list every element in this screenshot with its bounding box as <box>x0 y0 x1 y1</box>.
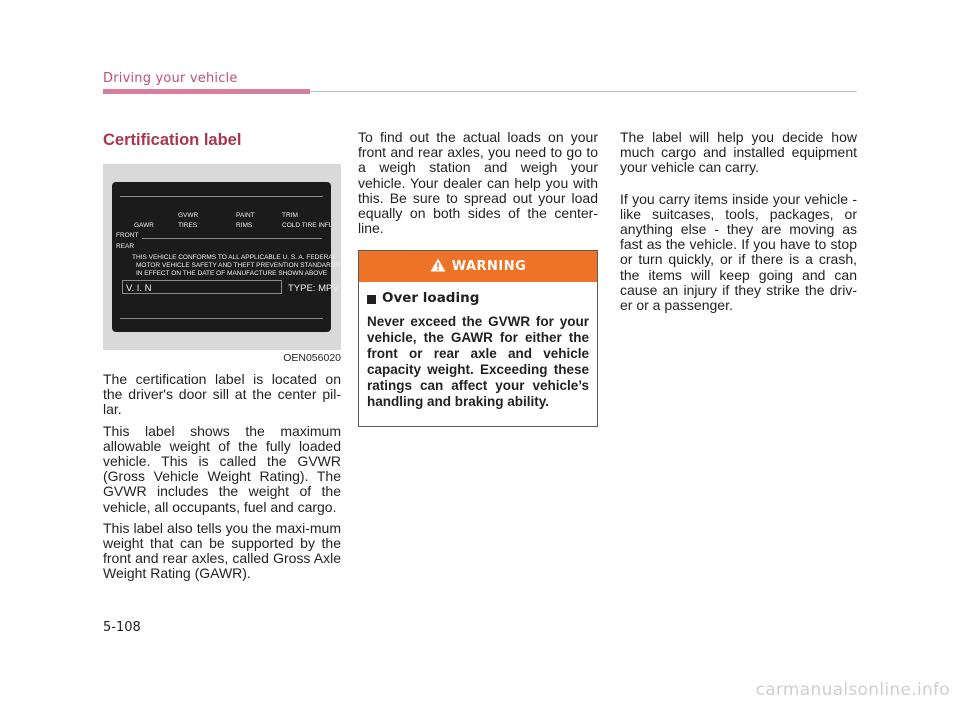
warning-triangle-icon <box>430 258 446 276</box>
warning-title-text: Over loading <box>382 290 480 307</box>
header-rule <box>310 91 857 92</box>
warning-header <box>359 251 597 282</box>
page-number: 5-108 <box>103 620 141 635</box>
plate-paint: PAINT <box>236 212 255 219</box>
plate-vin: V. I. N <box>126 283 152 294</box>
section-label: Driving your vehicle <box>103 71 238 86</box>
certification-label-plate <box>112 182 340 332</box>
paragraph: This label also tells you the maxi-mum weight that can be supported by the front and rear axles, called Gross Axle Weight Rating (GAWR). <box>103 519 341 582</box>
plate-gawr: GAWR <box>134 222 154 229</box>
warning-box <box>358 250 598 426</box>
section-heading: Certification label <box>103 131 242 149</box>
paragraph: To find out the actual loads on your front and rear axles, you need to go to a weigh station and weigh your vehicle. Your dealer can help you with this. Be sure to spread out your load equally on both sides of the center-line. <box>358 129 598 237</box>
paragraph: This label shows the maximum allowable weight of the fully loaded vehicle. This is called the GVWR (Gross Vehicle Weight Rating). The GVWR includes the weight of the vehicle, all occupants, fuel and cargo. <box>103 422 341 515</box>
plate-type: TYPE: MPV <box>288 283 339 294</box>
plate-conform-line-1: THIS VEHICLE CONFORMS TO ALL APPLICABLE U. S. A. FEDERAL <box>132 254 337 261</box>
paragraph: The label will help you decide how much cargo and installed equipment your vehicle can carry. <box>620 129 857 176</box>
plate-tires: TIRES <box>178 222 198 229</box>
square-bullet-icon <box>367 295 376 304</box>
plate-divider <box>120 196 323 197</box>
paragraph: If you carry items inside your vehicle - like suitcases, tools, packages, or anything else - they are moving as fast as the vehicle. If you have to stop or turn quickly, or if there is a crash, the items will keep going and can cause an injury if they strike the driv-er or a passenger. <box>620 190 857 314</box>
plate-gvwr: GVWR <box>178 212 199 219</box>
certification-label-photo <box>103 164 341 364</box>
plate-front: FRONT <box>116 232 139 239</box>
paragraph: The certification label is located on the driver's door sill at the center pil-lar. <box>103 371 341 418</box>
column-left <box>103 130 341 588</box>
warning-label: WARNING <box>451 259 527 275</box>
watermark: carmanualsonline.info <box>755 680 950 700</box>
figure-code: OEN056020 <box>283 351 341 364</box>
plate-conform-line-3: IN EFFECT ON THE DATE OF MANUFACTURE SHOWN ABOVE <box>136 270 328 277</box>
plate-trim: TRIM <box>282 212 298 219</box>
warning-text: Never exceed the GVWR for your vehicle, the GAWR for either the front or rear axle and vehicle capacity weight. Exceeding these ratings can affect your vehicle’s handling and braking ability. <box>367 313 589 409</box>
warning-body <box>359 282 597 425</box>
column-right <box>620 130 857 319</box>
plate-divider <box>120 318 323 319</box>
warning-title <box>367 291 589 306</box>
plate-conform-line-2: MOTOR VEHICLE SAFETY AND THEFT PREVENTION STANDARDS <box>136 262 340 269</box>
header-accent-rule <box>103 89 310 94</box>
plate-rear: REAR <box>116 243 135 250</box>
plate-rims: RIMS <box>236 222 253 229</box>
plate-divider <box>142 238 322 239</box>
column-middle <box>358 130 598 427</box>
plate-cold-tire: COLD TIRE INFL <box>282 222 333 229</box>
